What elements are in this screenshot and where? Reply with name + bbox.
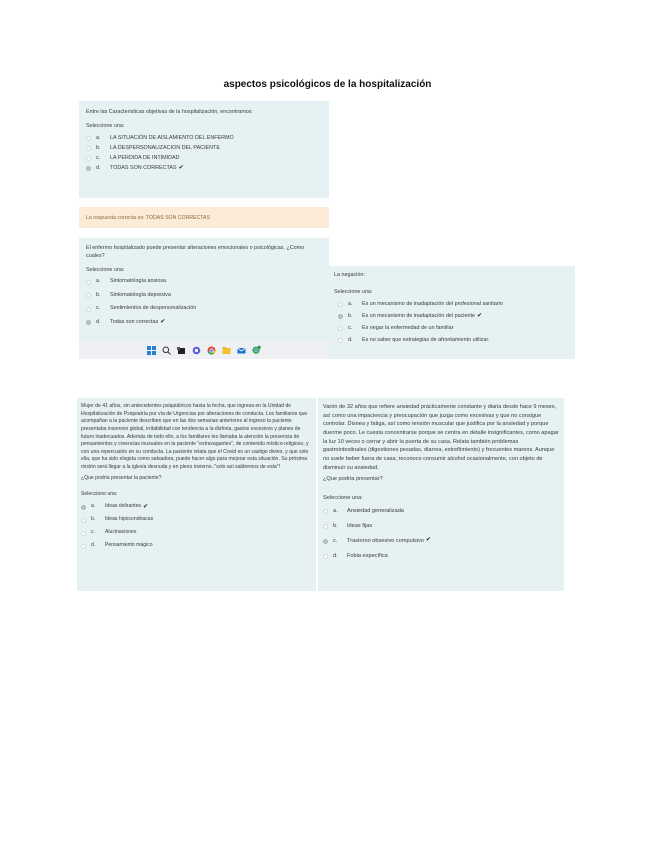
option-b[interactable] [81, 515, 312, 525]
option-a[interactable] [334, 300, 570, 310]
radio-button[interactable] [338, 326, 343, 331]
option-a[interactable] [323, 506, 559, 517]
feedback-box [79, 207, 329, 228]
option-d[interactable] [334, 336, 570, 346]
option-letter: b. [96, 144, 101, 151]
question-text: La negación: [334, 272, 365, 278]
question-text: ¿Que podría presentar? [323, 476, 383, 483]
option-label: Trastorno obsesivo compulsivo [347, 537, 424, 544]
option-label: Todas son correctas [110, 318, 159, 325]
checkmark-icon: ✔ [178, 165, 184, 172]
page-title: aspectos psicológicos de la hospitalización [223, 79, 432, 90]
question-panel-3 [329, 266, 575, 359]
option-b[interactable] [86, 291, 322, 301]
option-c[interactable] [86, 154, 322, 164]
option-label: LA SITUACIÓN DE AISLAMIENTO DEL ENFERMO [110, 134, 234, 141]
select-label: Seleccione una: [323, 494, 363, 501]
chat-icon[interactable] [192, 346, 201, 355]
question-text: Entre las Caracteristicas objetivas de la hospitalización, encontramos: [86, 109, 253, 115]
option-letter: a. [333, 507, 338, 514]
option-b[interactable] [86, 144, 322, 154]
option-a[interactable] [86, 277, 322, 287]
task-view-icon[interactable] [177, 346, 186, 355]
select-label: Seleccione una: [86, 266, 125, 273]
option-label: Sintomatología depresiva [110, 291, 171, 298]
radio-button[interactable] [86, 293, 91, 298]
option-label: Pensamiento mágico [105, 542, 153, 549]
question-panel-4 [77, 398, 316, 591]
radio-button[interactable] [323, 509, 328, 514]
checkmark-icon: ✔ [425, 537, 431, 544]
option-label: Ideas hipocondriacas [105, 516, 154, 523]
feedback-text: La respuesta correcta es: TODAS SON CORRECTAS [86, 215, 210, 221]
option-label: Fobia específica [347, 552, 388, 559]
option-c[interactable] [323, 536, 559, 547]
option-letter: a. [348, 300, 353, 307]
case-text: Varón de 32 años que refiere ansiedad prácticamente constante y diaria desde hace 9 meses, así como una impaciencia y preocupación que juzga como excesivas y que no consigue controlar. Disnea y fatiga, así como tensión muscular que justifica por la ansiedad y porque duerme poco. Le cuesta concentrarse porque se centra en detalle insignificantes, como apagar la luz 10 veces o cerrar y abrir la puerta de su casa. Relata también problemas gastrointestinales (digestiones pesadas, diarrea, estreñimiento) y frecuentes mareos. Aunque no suele beber fuera de casa, reconoce consumir alcohol ocasionalmente, con objeto de disminuir su ansiedad. [323, 404, 559, 471]
taskbar [79, 341, 329, 359]
radio-button[interactable] [81, 544, 86, 549]
question-panel-1 [79, 101, 329, 198]
option-letter: c. [333, 537, 338, 544]
search-icon[interactable] [162, 346, 171, 355]
option-d[interactable] [86, 164, 322, 174]
option-label: Ideas delirantes [105, 503, 141, 510]
option-label: Es negar la enfermedad de un familiar [362, 324, 454, 331]
option-label: TODAS SON CORRECTAS [110, 164, 177, 171]
option-b[interactable] [334, 312, 570, 322]
option-b[interactable] [323, 521, 559, 532]
radio-button[interactable] [86, 146, 91, 151]
option-d[interactable] [81, 541, 312, 551]
radio-button[interactable] [338, 338, 343, 343]
windows-logo-icon[interactable] [147, 346, 156, 355]
option-letter: b. [91, 516, 96, 523]
option-letter: a. [96, 278, 101, 285]
radio-button[interactable] [86, 280, 91, 285]
mail-icon[interactable] [237, 346, 246, 355]
file-explorer-icon[interactable] [222, 346, 231, 355]
select-label: Seleccione una: [334, 288, 373, 295]
checkmark-icon: ✔ [476, 313, 483, 320]
option-letter: c. [91, 529, 95, 536]
option-a[interactable] [81, 502, 312, 512]
option-letter: d. [96, 318, 101, 325]
radio-button[interactable] [86, 136, 91, 141]
option-c[interactable] [81, 528, 312, 538]
option-letter: d. [348, 336, 353, 343]
option-label: Sintomatología ansiosa [110, 278, 167, 285]
option-letter: d. [91, 542, 96, 549]
question-text: El enfermo hospitalizado puede presentar alteraciones emocionales o psicológicas. ¿Como cuales? [86, 245, 305, 259]
radio-button[interactable] [323, 524, 328, 529]
radio-button[interactable] [86, 156, 91, 161]
option-letter: b. [348, 312, 353, 319]
option-letter: c. [96, 305, 101, 312]
question-text: ¿Que podría presentar la paciente? [81, 474, 162, 481]
option-a[interactable] [86, 134, 322, 144]
option-label: Ansiedad generalizada [347, 507, 404, 514]
radio-button[interactable] [323, 539, 328, 544]
option-letter: d. [96, 164, 101, 171]
option-letter: d. [333, 552, 338, 559]
option-letter: b. [96, 291, 101, 298]
radio-button[interactable] [81, 505, 86, 510]
option-c[interactable] [334, 324, 570, 334]
option-label: Sentimientos de despersonalización [110, 305, 197, 312]
radio-button[interactable] [86, 166, 91, 171]
select-label: Seleccione una: [81, 491, 118, 498]
case-text: Mujer de 41 años, sin antecedentes psiquiátricos hasta la fecha, que ingresa en la Unidad de Hospitalización de Psiquiatría por vía de Urgencias por alteraciones de conducta. Los familiares que acompañan a la paciente describen que en las dos semanas anteriores al ingreso la paciente presentaba insomnio global, irritabilidad con tendencia a la disforia, gastos excesivos y planes de futuro inadecuados. Además de todo ello, a los familiares les llamaba la atención la presencia de pensamientos y creencias inusuales en la paciente "extravagantes", de contenido místico-religioso, y con una repercusión en su conducta. La paciente relata que el Covid es un castigo divino, y que solo ella, que ha sido elegida como salvadora, puede hacer algo para mejorar esta situación. Su próxima misión será llegar a la iglesia desnuda y en pleno invierno.."solo así saldremos de esta"! [81, 403, 309, 471]
checkmark-icon: ✔ [142, 503, 148, 510]
option-d[interactable] [323, 551, 559, 562]
checkmark-icon: ✔ [160, 319, 166, 326]
option-d[interactable] [86, 318, 322, 328]
radio-button[interactable] [86, 320, 91, 325]
radio-button[interactable] [338, 302, 343, 307]
option-label: LA PERDIDA DE INTIMIDAD [110, 154, 180, 161]
option-label: Es un mecanismo de inadaptación del profesional sanitario [362, 300, 503, 307]
option-label: LA DESPERSONALIZACION DEL PACIENTE [110, 144, 220, 151]
chrome-badge-icon[interactable] [252, 346, 261, 355]
option-label: Es no saber que estrategias de afrontamiento utilizar. [362, 336, 490, 343]
radio-button[interactable] [81, 531, 86, 536]
radio-button[interactable] [323, 554, 328, 559]
option-letter: b. [333, 522, 338, 529]
option-letter: a. [96, 134, 101, 141]
chrome-icon[interactable] [207, 346, 216, 355]
question-panel-2 [79, 238, 329, 341]
option-label: Ideas fijas [347, 522, 373, 529]
option-letter: c. [96, 154, 101, 161]
radio-button[interactable] [81, 518, 86, 523]
option-label: Alucinaciones [105, 529, 137, 536]
option-label: Es un mecanismo de inadaptación del paciente [362, 312, 475, 319]
radio-button[interactable] [86, 307, 91, 312]
radio-button[interactable] [338, 314, 343, 319]
select-label: Seleccione una: [86, 122, 125, 129]
option-c[interactable] [86, 304, 322, 314]
option-letter: c. [348, 324, 353, 331]
question-panel-5 [318, 398, 564, 591]
option-letter: a. [91, 503, 96, 510]
